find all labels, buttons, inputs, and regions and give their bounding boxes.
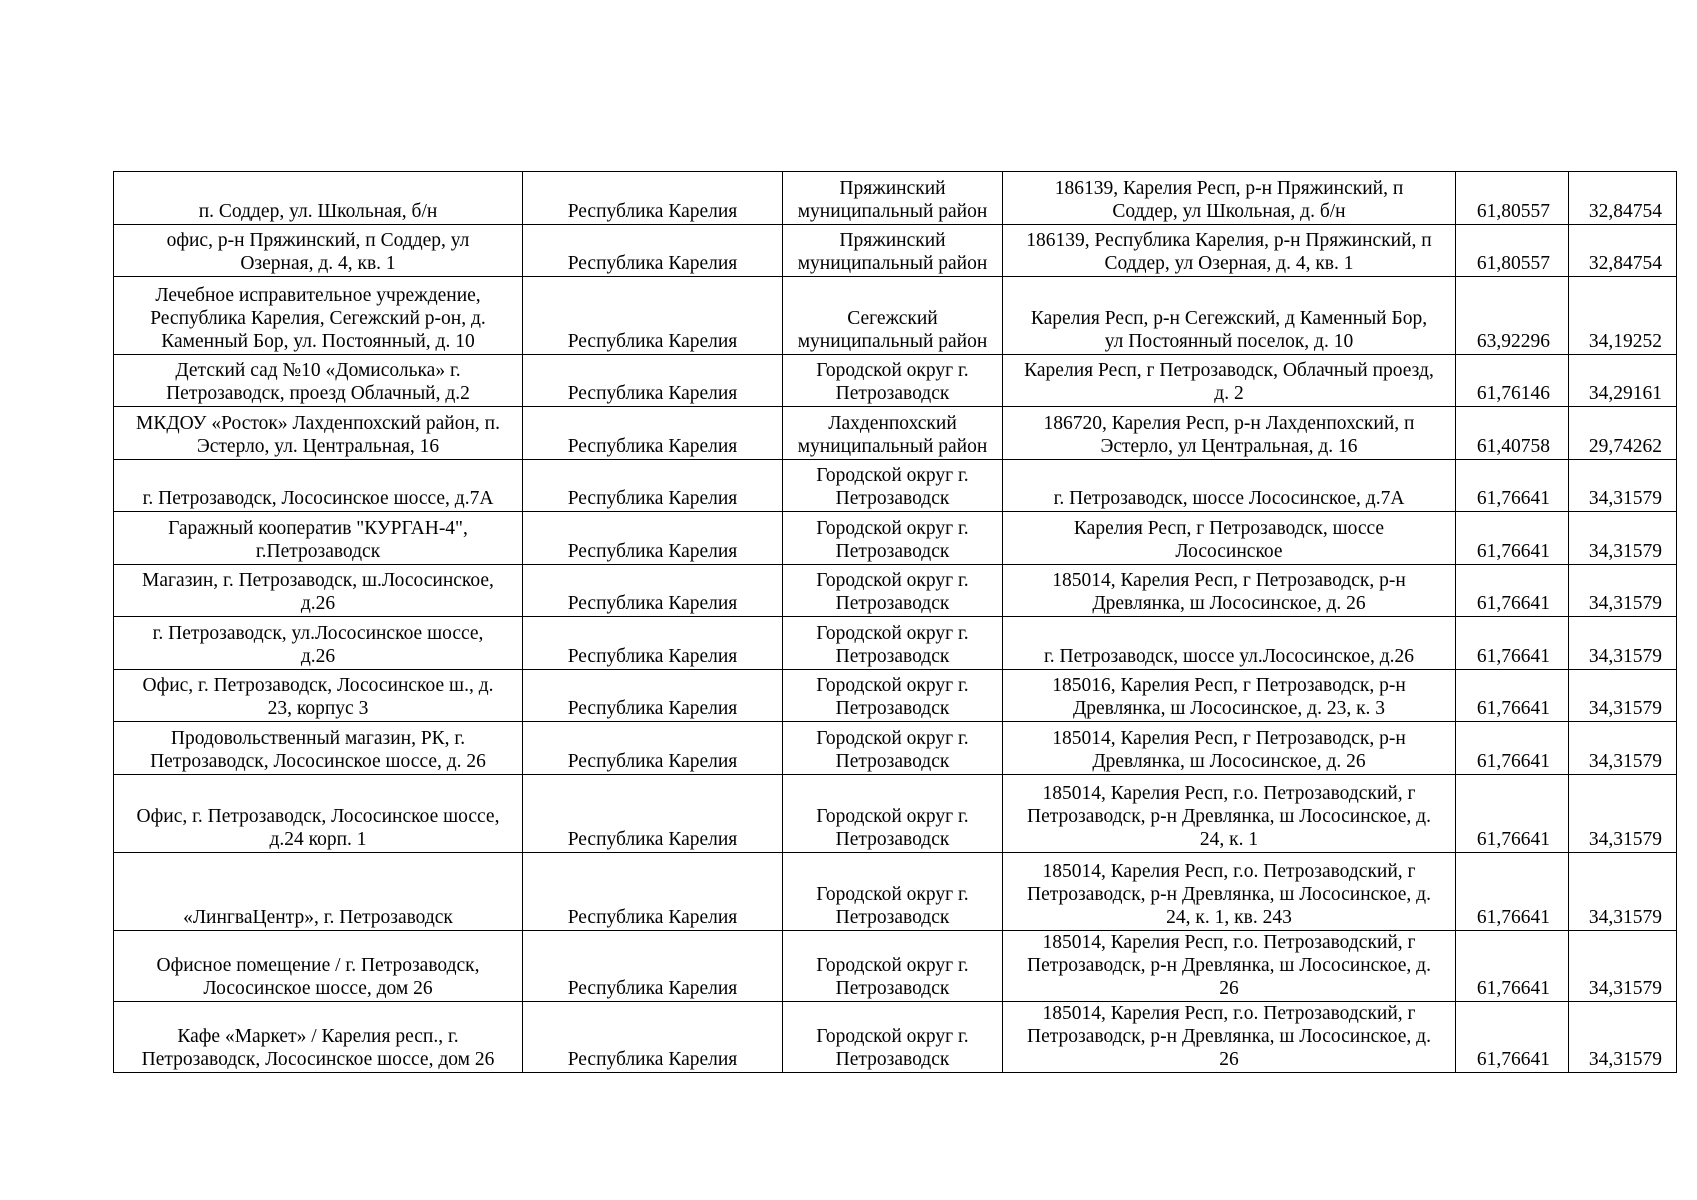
cell-latitude: 61,76641 <box>1456 853 1569 931</box>
cell-municipality: Городской округ г. Петрозаводск <box>783 565 1003 617</box>
cell-municipality: Лахденпохский муниципальный район <box>783 407 1003 460</box>
cell-longitude: 32,84754 <box>1569 172 1677 225</box>
cell-object-name: Магазин, г. Петрозаводск, ш.Лососинское, д.26 <box>114 565 523 617</box>
cell-region: Республика Карелия <box>523 277 783 355</box>
cell-latitude: 61,40758 <box>1456 407 1569 460</box>
cell-municipality: Сегежский муниципальный район <box>783 277 1003 355</box>
cell-region: Республика Карелия <box>523 172 783 225</box>
table-row <box>114 355 1677 407</box>
table-row <box>114 512 1677 565</box>
table-row <box>114 775 1677 853</box>
table-row <box>114 1002 1677 1073</box>
cell-address: 185014, Карелия Респ, г.о. Петрозаводский, г Петрозаводск, р-н Древлянка, ш Лососинское, д. 24, к. 1, кв. 243 <box>1003 853 1456 931</box>
cell-longitude: 34,19252 <box>1569 277 1677 355</box>
cell-municipality: Городской округ г. Петрозаводск <box>783 512 1003 565</box>
cell-longitude: 32,84754 <box>1569 225 1677 277</box>
cell-latitude: 61,76641 <box>1456 512 1569 565</box>
cell-latitude: 61,80557 <box>1456 172 1569 225</box>
cell-address: 185014, Карелия Респ, г.о. Петрозаводский, г Петрозаводск, р-н Древлянка, ш Лососинское, д. 24, к. 1 <box>1003 775 1456 853</box>
cell-address: 186720, Карелия Респ, р-н Лахденпохский, п Эстерло, ул Центральная, д. 16 <box>1003 407 1456 460</box>
cell-municipality: Городской округ г. Петрозаводск <box>783 722 1003 775</box>
cell-municipality: Городской округ г. Петрозаводск <box>783 775 1003 853</box>
cell-municipality: Городской округ г. Петрозаводск <box>783 1002 1003 1073</box>
cell-longitude: 34,31579 <box>1569 565 1677 617</box>
data-table <box>113 171 1677 1073</box>
table-row <box>114 617 1677 670</box>
cell-object-name: г. Петрозаводск, ул.Лососинское шоссе, д.26 <box>114 617 523 670</box>
cell-region: Республика Карелия <box>523 722 783 775</box>
cell-object-name: Детский сад №10 «Домисолька» г. Петрозаводск, проезд Облачный, д.2 <box>114 355 523 407</box>
cell-latitude: 61,80557 <box>1456 225 1569 277</box>
cell-municipality: Городской округ г. Петрозаводск <box>783 931 1003 1002</box>
cell-address: 185014, Карелия Респ, г.о. Петрозаводский, г Петрозаводск, р-н Древлянка, ш Лососинское, д. 26 <box>1003 931 1456 1002</box>
cell-address: 185014, Карелия Респ, г Петрозаводск, р-н Древлянка, ш Лососинское, д. 26 <box>1003 565 1456 617</box>
cell-region: Республика Карелия <box>523 1002 783 1073</box>
cell-address: 185016, Карелия Респ, г Петрозаводск, р-н Древлянка, ш Лососинское, д. 23, к. 3 <box>1003 670 1456 722</box>
cell-municipality: Городской округ г. Петрозаводск <box>783 617 1003 670</box>
table-row <box>114 172 1677 225</box>
cell-longitude: 34,31579 <box>1569 512 1677 565</box>
cell-address: 185014, Карелия Респ, г.о. Петрозаводский, г Петрозаводск, р-н Древлянка, ш Лососинское, д. 26 <box>1003 1002 1456 1073</box>
cell-region: Республика Карелия <box>523 407 783 460</box>
cell-region: Республика Карелия <box>523 853 783 931</box>
table-row <box>114 225 1677 277</box>
cell-address: Карелия Респ, р-н Сегежский, д Каменный Бор, ул Постоянный поселок, д. 10 <box>1003 277 1456 355</box>
cell-region: Республика Карелия <box>523 460 783 512</box>
cell-municipality: Городской округ г. Петрозаводск <box>783 355 1003 407</box>
cell-municipality: Пряжинский муниципальный район <box>783 172 1003 225</box>
cell-region: Республика Карелия <box>523 617 783 670</box>
cell-municipality: Городской округ г. Петрозаводск <box>783 670 1003 722</box>
cell-address: г. Петрозаводск, шоссе Лососинское, д.7А <box>1003 460 1456 512</box>
cell-municipality: Городской округ г. Петрозаводск <box>783 460 1003 512</box>
cell-object-name: «ЛингваЦентр», г. Петрозаводск <box>114 853 523 931</box>
table-row <box>114 407 1677 460</box>
cell-longitude: 34,31579 <box>1569 722 1677 775</box>
cell-latitude: 61,76641 <box>1456 670 1569 722</box>
cell-latitude: 63,92296 <box>1456 277 1569 355</box>
cell-latitude: 61,76146 <box>1456 355 1569 407</box>
cell-object-name: Продовольственный магазин, РК, г. Петрозаводск, Лососинское шоссе, д. 26 <box>114 722 523 775</box>
cell-object-name: Лечебное исправительное учреждение, Республика Карелия, Сегежский р-он, д. Каменный Бор, ул. Постоянный, д. 10 <box>114 277 523 355</box>
cell-longitude: 34,31579 <box>1569 931 1677 1002</box>
cell-latitude: 61,76641 <box>1456 617 1569 670</box>
cell-object-name: Офис, г. Петрозаводск, Лососинское ш., д. 23, корпус 3 <box>114 670 523 722</box>
cell-latitude: 61,76641 <box>1456 931 1569 1002</box>
cell-address: г. Петрозаводск, шоссе ул.Лососинское, д.26 <box>1003 617 1456 670</box>
cell-object-name: Кафе «Маркет» / Карелия респ., г. Петрозаводск, Лососинское шоссе, дом 26 <box>114 1002 523 1073</box>
cell-address: 186139, Республика Карелия, р-н Пряжинский, п Соддер, ул Озерная, д. 4, кв. 1 <box>1003 225 1456 277</box>
cell-region: Республика Карелия <box>523 225 783 277</box>
table-row <box>114 460 1677 512</box>
table-row <box>114 277 1677 355</box>
cell-object-name: МКДОУ «Росток» Лахденпохский район, п. Эстерло, ул. Центральная, 16 <box>114 407 523 460</box>
table-body <box>114 172 1677 1073</box>
cell-address: Карелия Респ, г Петрозаводск, Облачный проезд, д. 2 <box>1003 355 1456 407</box>
cell-municipality: Городской округ г. Петрозаводск <box>783 853 1003 931</box>
cell-longitude: 34,31579 <box>1569 1002 1677 1073</box>
cell-latitude: 61,76641 <box>1456 565 1569 617</box>
table-row <box>114 722 1677 775</box>
cell-municipality: Пряжинский муниципальный район <box>783 225 1003 277</box>
cell-object-name: Офис, г. Петрозаводск, Лососинское шоссе, д.24 корп. 1 <box>114 775 523 853</box>
cell-address: Карелия Респ, г Петрозаводск, шоссе Лососинское <box>1003 512 1456 565</box>
cell-longitude: 34,31579 <box>1569 670 1677 722</box>
cell-object-name: Офисное помещение / г. Петрозаводск, Лососинское шоссе, дом 26 <box>114 931 523 1002</box>
table-row <box>114 853 1677 931</box>
cell-region: Республика Карелия <box>523 931 783 1002</box>
cell-object-name: офис, р-н Пряжинский, п Соддер, ул Озерная, д. 4, кв. 1 <box>114 225 523 277</box>
cell-region: Республика Карелия <box>523 670 783 722</box>
cell-longitude: 34,31579 <box>1569 460 1677 512</box>
cell-longitude: 34,31579 <box>1569 617 1677 670</box>
cell-longitude: 34,31579 <box>1569 853 1677 931</box>
cell-object-name: г. Петрозаводск, Лососинское шоссе, д.7А <box>114 460 523 512</box>
cell-latitude: 61,76641 <box>1456 722 1569 775</box>
cell-region: Республика Карелия <box>523 512 783 565</box>
cell-region: Республика Карелия <box>523 565 783 617</box>
table-row <box>114 670 1677 722</box>
cell-object-name: п. Соддер, ул. Школьная, б/н <box>114 172 523 225</box>
cell-longitude: 34,29161 <box>1569 355 1677 407</box>
cell-latitude: 61,76641 <box>1456 1002 1569 1073</box>
cell-object-name: Гаражный кооператив "КУРГАН-4", г.Петрозаводск <box>114 512 523 565</box>
cell-latitude: 61,76641 <box>1456 460 1569 512</box>
cell-region: Республика Карелия <box>523 355 783 407</box>
cell-latitude: 61,76641 <box>1456 775 1569 853</box>
table-row <box>114 931 1677 1002</box>
table-row <box>114 565 1677 617</box>
cell-longitude: 34,31579 <box>1569 775 1677 853</box>
cell-address: 185014, Карелия Респ, г Петрозаводск, р-н Древлянка, ш Лососинское, д. 26 <box>1003 722 1456 775</box>
cell-address: 186139, Карелия Респ, р-н Пряжинский, п Соддер, ул Школьная, д. б/н <box>1003 172 1456 225</box>
cell-longitude: 29,74262 <box>1569 407 1677 460</box>
cell-region: Республика Карелия <box>523 775 783 853</box>
